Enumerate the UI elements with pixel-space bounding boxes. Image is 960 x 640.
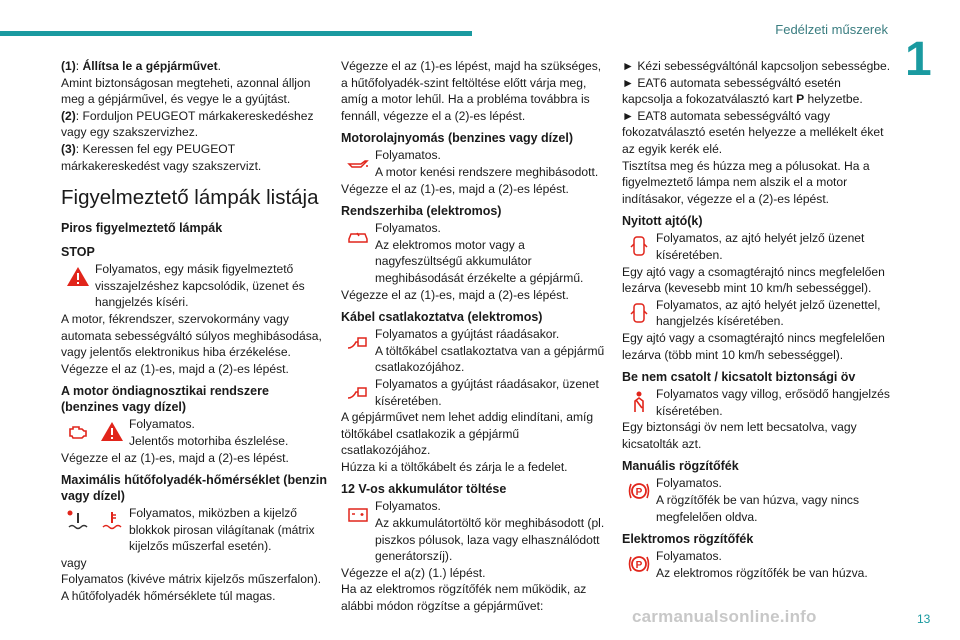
step-3: (3): Keressen fel egy PEUGEOT márkakereskedést vagy szakszervizt.	[61, 141, 262, 173]
warning-triangle-icon	[95, 416, 129, 448]
stop-title: STOP	[61, 245, 95, 260]
cable-title: Kábel csatlakoztatva (elektromos)	[341, 310, 543, 325]
chapter-number: 1	[905, 33, 932, 86]
obd-entry: Folyamatos. Jelentős motorhiba észlelése.	[61, 416, 329, 449]
door-entry-2: Folyamatos, az ajtó helyét jelző üzenettel, hangjelzés kíséretében.	[622, 297, 892, 330]
door-open-icon	[622, 297, 656, 329]
column-1: (1): Állítsa le a gépjárművet. Amint biztonságosan megteheti, azonnal álljon meg a gépjárművel, és vegye le a gyújtást. (2): Forduljon PEUGEOT márkakereskedéshez vagy egy szakszervizhez. (3): Keressen fel egy PEUGEOT márkakereskedést vagy szakszervizt. Figyelmeztető lámpák listája Piros figyelmeztető lámpák STOP Folyamatos, egy másik figyelmeztető visszajelzéshez kapcsolódik, üzenet és hangjelzés kíséri. A motor, fékrendszer, szervokormány vagy automata sebességváltó súlyos meghibásodása, vagy jelentős elektronikus hiba érzékelése. Végezze el az (1)-es, majd a (2)-es lépést. A motor öndiagnosztikai rendszere (benzines vagy dízel) Folyamatos. Jelentős motorhiba észlelése. Végezze el az (1)-es, majd a (2)-es lépést. Maximális hűtőfolyadék-hőmérséklet (benzin vagy dízel) Folyamatos, miközben a kijelző blokkok pirosan világítanak (mátrix kijelzős műszerfal esetén). vagy Folyamatos (kivéve mátrix kijelzős műszerfalon). A hűtőfolyadék hőmérséklete túl magas.	[61, 59, 328, 604]
system-fault-title: Rendszerhiba (elektromos)	[341, 204, 502, 219]
seatbelt-entry: Folyamatos vagy villog, erősödő hangjelzés kíséretében.	[622, 386, 892, 419]
svg-text:P: P	[635, 560, 643, 572]
header-accent-bar	[0, 31, 472, 36]
bullet-manual: ► Kézi sebességváltónál kapcsoljon sebességbe.	[622, 59, 891, 73]
stop-warning-icon	[61, 261, 95, 293]
step-1-text: Amint biztonságosan megteheti, azonnal álljon meg a gépjárművel, és vegye le a gyújtást.	[61, 75, 311, 107]
coolant-temperature-icon	[95, 505, 129, 537]
manual-parking-brake-title: Manuális rögzítőfék	[622, 459, 739, 474]
battery-title: 12 V-os akkumulátor töltése	[341, 482, 507, 497]
coolant-entry: Folyamatos, miközben a kijelző blokkok pirosan világítanak (mátrix kijelzős műszerfal esetén).	[61, 505, 329, 555]
manual-parking-brake-entry: P Folyamatos. A rögzítőfék be van húzva, vagy nincs megfelelően oldva.	[622, 475, 892, 525]
page-number: 13	[917, 612, 931, 626]
bullet-eat6: ► EAT6 automata sebességváltó esetén kapcsolja a fokozatválasztó kart P helyzetbe.	[622, 75, 863, 107]
page-header-title: Fedélzeti műszerek	[775, 22, 888, 37]
coolant-matrix-icon	[61, 505, 95, 537]
column-3: ► Kézi sebességváltónál kapcsoljon sebességbe. ► EAT6 automata sebességváltó esetén kapcsolja a fokozatválasztó kart P helyzetbe. ► EAT8 automata sebességváltó vagy fokozatválasztó esetén helyezze a mellékelt éket az egyik kerék elé. Tisztítsa meg és húzza meg a pólusokat. Ha a figyelmeztető lámpa nem alszik el a motor indításakor, végezze el a (2)-es lépést. Nyitott ajtó(k) Folyamatos, az ajtó helyét jelző üzenet kíséretében. Egy ajtó vagy a csomagtérajtó nincs megfelelően lezárva (kevesebb mint 10 km/h sebességgel). Folyamatos, az ajtó helyét jelző üzenettel, hangjelzés kíséretében. Egy ajtó vagy a csomagtérajtó nincs megfelelően lezárva (több mint 10 km/h sebességgel). Be nem csatolt / kicsatolt biztonsági öv Folyamatos vagy villog, erősödő hangjelzés kíséretében. Egy biztonsági öv nem lett becsatolva, vagy kicsatolták azt. Manuális rögzítőfék P Folyamatos. A rögzítőfék be van húzva, vagy nincs megfelelően oldva. Elektromos rögzítőfék P Folyamatos. Az elektromos rögzítőfék be van húzva.	[622, 59, 891, 580]
parking-brake-icon	[622, 475, 656, 507]
coolant-continued: Végezze el az (1)-es lépést, majd ha szükséges, a hűtőfolyadék-szint feltöltése előtt várja meg, amíg a motor lehűl. Ha a probléma továbbra is fennáll, végezze el a (2)-es lépést.	[341, 59, 602, 123]
obd-title: A motor öndiagnosztikai rendszere (benzines vagy dízel)	[61, 384, 269, 415]
battery-entry: Folyamatos. Az akkumulátortöltő kör meghibásodott (pl. piszkos pólusok, laza vagy elhasználódott generátorszíj).	[341, 498, 609, 564]
electric-parking-brake-entry: P Folyamatos. Az elektromos rögzítőfék be van húzva.	[622, 548, 892, 581]
parking-brake-icon	[622, 548, 656, 580]
seatbelt-title: Be nem csatolt / kicsatolt biztonsági öv	[622, 370, 856, 385]
engine-icon	[61, 416, 95, 448]
step-2: (2): Forduljon PEUGEOT márkakereskedéshez vagy egy szakszervizhez.	[61, 108, 314, 140]
column-2: Végezze el az (1)-es lépést, majd ha szükséges, a hűtőfolyadék-szint feltöltése előtt várja meg, amíg a motor lehűl. Ha a probléma továbbra is fennáll, végezze el a (2)-es lépést. Motorolajnyomás (benzines vagy dízel) Folyamatos. A motor kenési rendszere meghibásodott. Végezze el az (1)-es, majd a (2)-es lépést. Rendszerhiba (elektromos) Folyamatos. Az elektromos motor vagy a nagyfeszültségű akkumulátor meghibásodását érzékelte a gépjármű. Végezze el az (1)-es, majd a (2)-es lépést. Kábel csatlakoztatva (elektromos) Folyamatos a gyújtást ráadásakor. A töltőkábel csatlakoztatva van a gépjármű csatlakozójához. Folyamatos a gyújtást ráadásakor, üzenet kíséretében. A gépjárművet nem lehet addig elindítani, amíg töltőkábel csatlakozik a gépjármű csatlakozójához. Húzza ki a töltőkábelt és zárja le a fedelet. 12 V-os akkumulátor töltése Folyamatos. Az akkumulátortöltő kör meghibásodott (pl. piszkos pólusok, laza vagy elhasználódott generátorszíj). Végezze el a(z) (1.) lépést. Ha az elektromos rögzítőfék nem működik, az alábbi módon rögzítse a gépjárművet:	[341, 58, 609, 615]
oil-entry: Folyamatos. A motor kenési rendszere meghibásodott.	[341, 147, 609, 180]
coolant-title: Maximális hűtőfolyadék-hőmérséklet (benzin vagy dízel)	[61, 473, 328, 504]
door-open-title: Nyitott ajtó(k)	[622, 214, 703, 229]
door-entry-1: Folyamatos, az ajtó helyét jelző üzenet kíséretében.	[622, 230, 892, 263]
oil-pressure-title: Motorolajnyomás (benzines vagy dízel)	[341, 131, 573, 146]
stop-entry: Folyamatos, egy másik figyelmeztető visszajelzéshez kapcsolódik, üzenet és hangjelzés kíséri.	[61, 261, 329, 311]
step-1: (1): Állítsa le a gépjárművet.	[61, 59, 221, 73]
electric-parking-brake-title: Elektromos rögzítőfék	[622, 532, 754, 547]
cable-entry-2: Folyamatos a gyújtást ráadásakor, üzenet kíséretében.	[341, 376, 609, 409]
watermark: carmanualsonline.info	[632, 607, 817, 626]
cable-entry-1: Folyamatos a gyújtást ráadásakor. A töltőkábel csatlakoztatva van a gépjármű csatlakozójához.	[341, 326, 609, 376]
seatbelt-icon	[622, 386, 656, 418]
car-fault-icon	[341, 220, 375, 252]
system-fault-entry: Folyamatos. Az elektromos motor vagy a nagyfeszültségű akkumulátor meghibásodását érzékelte a gépjármű.	[341, 220, 609, 286]
battery-icon	[341, 498, 375, 530]
section-heading: Figyelmeztető lámpák listája	[61, 186, 319, 210]
charging-cable-icon	[341, 376, 375, 408]
oil-can-icon	[341, 147, 375, 179]
svg-text:P: P	[635, 487, 643, 499]
subsection-heading: Piros figyelmeztető lámpák	[61, 221, 223, 236]
bullet-eat8: ► EAT8 automata sebességváltó vagy fokozatválasztó esetén helyezze a mellékelt éket az egyik kerék elé.	[622, 108, 884, 156]
charging-cable-icon	[341, 326, 375, 358]
door-open-icon	[622, 230, 656, 262]
